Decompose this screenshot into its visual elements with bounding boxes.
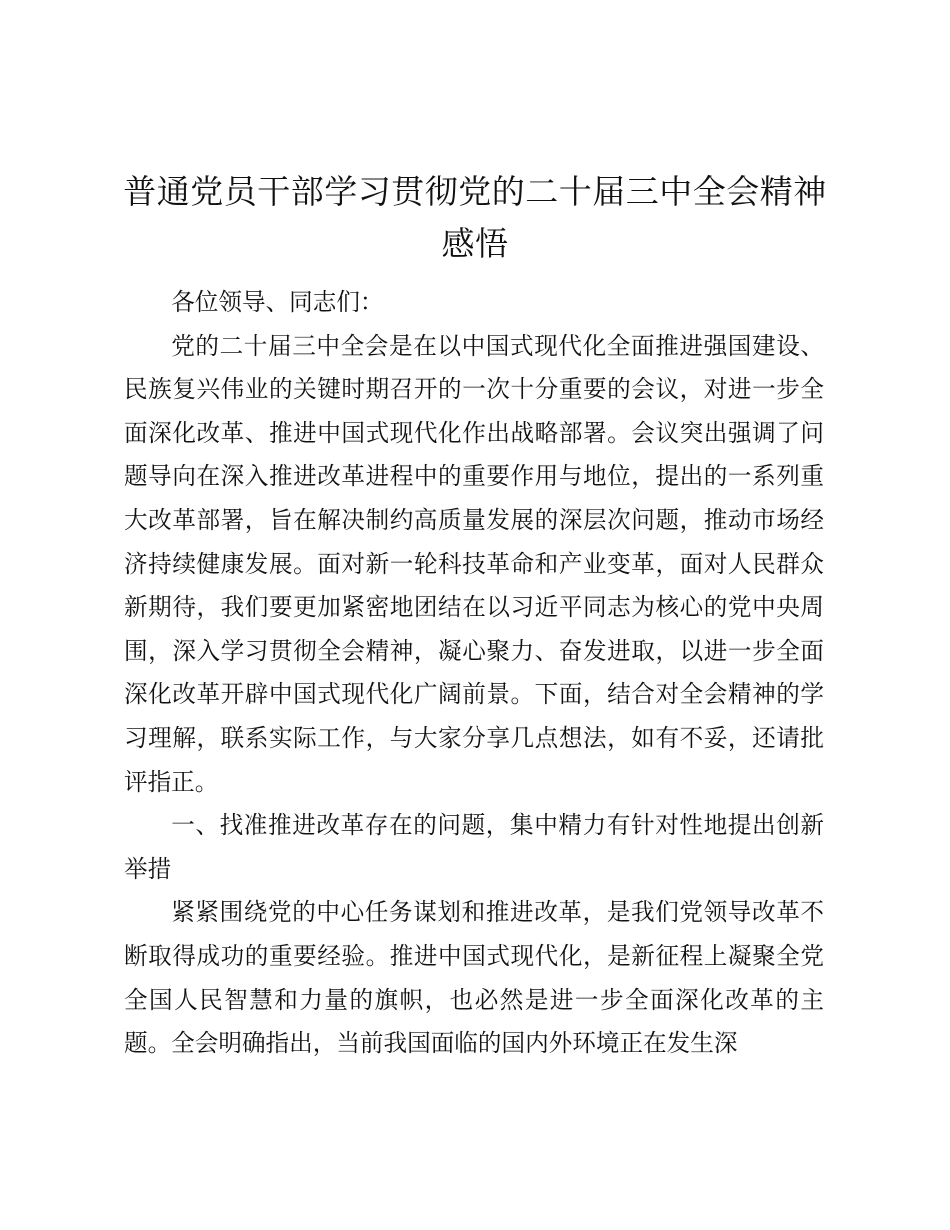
intro-paragraph: 党的二十届三中全会是在以中国式现代化全面推进强国建设、民族复兴伟业的关键时期召开的一次十分重要的会议，对进一步全面深化改革、推进中国式现代化作出战略部署。会议突出强调了问题导向在深入推进改革进程中的重要作用与地位，提出的一系列重大改革部署，旨在解决制约高质量发展的深层次问题，推动市场经济持续健康发展。面对新一轮科技革命和产业变革，面对人民群众新期待，我们要更加紧密地团结在以习近平同志为核心的党中央周围，深入学习贯彻全会精神，凝心聚力、奋发进取，以进一步全面深化改革开辟中国式现代化广阔前景。下面，结合对全会精神的学习理解，联系实际工作，与大家分享几点想法，如有不妥，还请批评指正。	[124, 331, 824, 796]
document-body	[124, 281, 824, 1066]
salutation-paragraph: 各位领导、同志们：	[171, 288, 384, 316]
document-title: 普通党员干部学习贯彻党的二十届三中全会精神感悟	[123, 172, 827, 263]
section-heading-1: 一、找准推进改革存在的问题，集中精力有针对性地提出创新举措	[124, 811, 824, 883]
section-paragraph-1: 紧紧围绕党的中心任务谋划和推进改革，是我们党领导改革不断取得成功的重要经验。推进中国式现代化，是新征程上凝聚全党全国人民智慧和力量的旗帜，也必然是进一步全面深化改革的主题。全会明确指出，当前我国面临的国内外环境正在发生深	[124, 898, 824, 1058]
